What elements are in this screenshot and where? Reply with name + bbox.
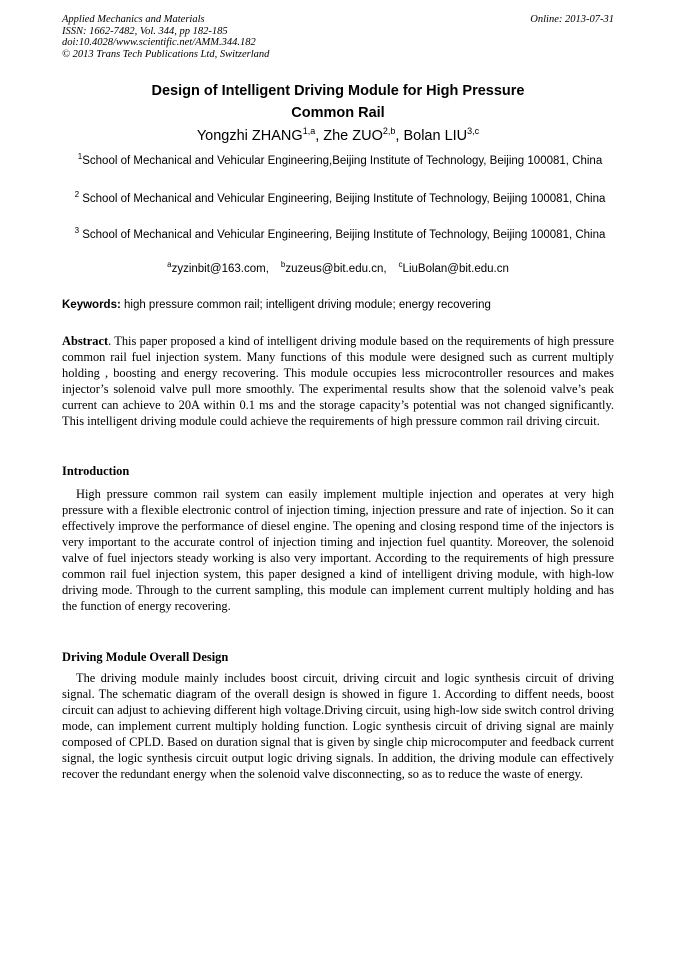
author-superscript: 3,c bbox=[467, 126, 480, 136]
publication-header bbox=[62, 14, 614, 60]
keywords-label: Keywords: bbox=[62, 299, 121, 311]
title-line-2: Common Rail bbox=[291, 105, 385, 121]
email-superscript: a bbox=[167, 260, 172, 269]
abstract-paragraph bbox=[62, 333, 614, 429]
journal-name: Applied Mechanics and Materials bbox=[62, 14, 205, 25]
email-superscript: c bbox=[398, 260, 403, 269]
author-name: Yongzhi ZHANG bbox=[196, 128, 303, 144]
section-body-introduction: High pressure common rail system can easily implement multiple injection and operates at very high pressure with a flexible electronic control of injection timing, injection pressure and rate of injection. So it can effectively improve the performance of diesel engine. The opening and closing respond time of the injectors is very important to the accurate control of injection timing and injection fuel quantity. Moreover, the solenoid valve of fuel injectors steady working is also very important. According to the requirements of high pressure common rail fuel injection system, this paper designed a kind of intelligent driving module, with high-low driving mode. Through to the current sampling, this module can implement current multiply holding and has the function of energy recovering. bbox=[62, 487, 614, 613]
keywords-line bbox=[62, 298, 622, 313]
email-superscript: b bbox=[280, 260, 286, 269]
affiliation-2 bbox=[66, 192, 614, 208]
email-address[interactable]: zyzinbit@163.com, bbox=[171, 263, 269, 275]
author-superscript: 1,a bbox=[302, 126, 316, 136]
email-list bbox=[62, 262, 614, 277]
section-body-overall-design: The driving module mainly includes boost circuit, driving circuit and logic synthesis circuit of driving signal. The schematic diagram of the overall design is showed in figure 1. According to diffent needs, boost circuit can adjust to achieving different high voltage.Driving circuit, using high-low side switch control driving mode, can implement current multiply holding function. Logic synthesis circuit of driving signal are mainly composed of CPLD. Based on duration signal that is given by single chip microcomputer and feedback current signal, the logic synthesis circuit output logic driving signals. In addition, the driving module can effectively recover the redundant energy when the solenoid valve disconnecting, so as to reduce the waste of energy. bbox=[62, 671, 614, 781]
section-heading-introduction: Introduction bbox=[62, 464, 130, 478]
section-heading-overall-design: Driving Module Overall Design bbox=[62, 650, 229, 664]
abstract-text: . This paper proposed a kind of intelligent driving module based on the requirements of high pressure common rail fuel injection system. Many functions of this module were designed such as current multiply holding , boosting and energy recovering. This module occupies less microcontroller resources and makes injector’s solenoid valve pull more smoothly. The experimental results show that the solenoid valve’s peak current can achieve to 20A within 0.1 ms and the storage capacity’s potential was not changed significantly. This intelligent driving module could achieve the requirements of high pressure common rail driving circuit. bbox=[62, 334, 614, 428]
title-line-1: Design of Intelligent Driving Module for High Pressure bbox=[151, 83, 525, 99]
affiliation-superscript: 1 bbox=[77, 152, 83, 161]
doi-line: doi:10.4028/www.scientific.net/AMM.344.182 bbox=[62, 37, 256, 48]
copyright-line: © 2013 Trans Tech Publications Ltd, Switzerland bbox=[62, 48, 270, 60]
affiliation-3 bbox=[66, 228, 614, 244]
issn-line: ISSN: 1662-7482, Vol. 344, pp 182-185 bbox=[62, 25, 228, 37]
author-superscript: 2,b bbox=[382, 126, 396, 136]
abstract-label: Abstract bbox=[62, 334, 109, 348]
author-name: Bolan LIU bbox=[403, 128, 468, 144]
email-address[interactable]: zuzeus@bit.edu.cn, bbox=[285, 263, 387, 275]
paper-title bbox=[62, 80, 614, 124]
email-address[interactable]: LiuBolan@bit.edu.cn bbox=[402, 263, 509, 275]
affiliation-text: School of Mechanical and Vehicular Engineering, Beijing Institute of Technology, Beijing 100081, China bbox=[79, 229, 606, 241]
affiliation-text: School of Mechanical and Vehicular Engineering,Beijing Institute of Technology, Beijing 100081, China bbox=[82, 155, 603, 167]
affiliation-text: School of Mechanical and Vehicular Engineering, Beijing Institute of Technology, Beijing 100081, China bbox=[79, 193, 606, 205]
author-name: Zhe ZUO bbox=[323, 128, 383, 144]
affiliation-superscript: 3 bbox=[74, 226, 80, 235]
author-list bbox=[62, 126, 614, 146]
author-separator: , bbox=[395, 128, 404, 144]
keywords-text: high pressure common rail; intelligent driving module; energy recovering bbox=[120, 299, 491, 311]
affiliation-1 bbox=[66, 154, 614, 170]
affiliation-superscript: 2 bbox=[74, 190, 80, 199]
online-date: Online: 2013-07-31 bbox=[530, 14, 614, 25]
author-separator: , bbox=[315, 128, 324, 144]
